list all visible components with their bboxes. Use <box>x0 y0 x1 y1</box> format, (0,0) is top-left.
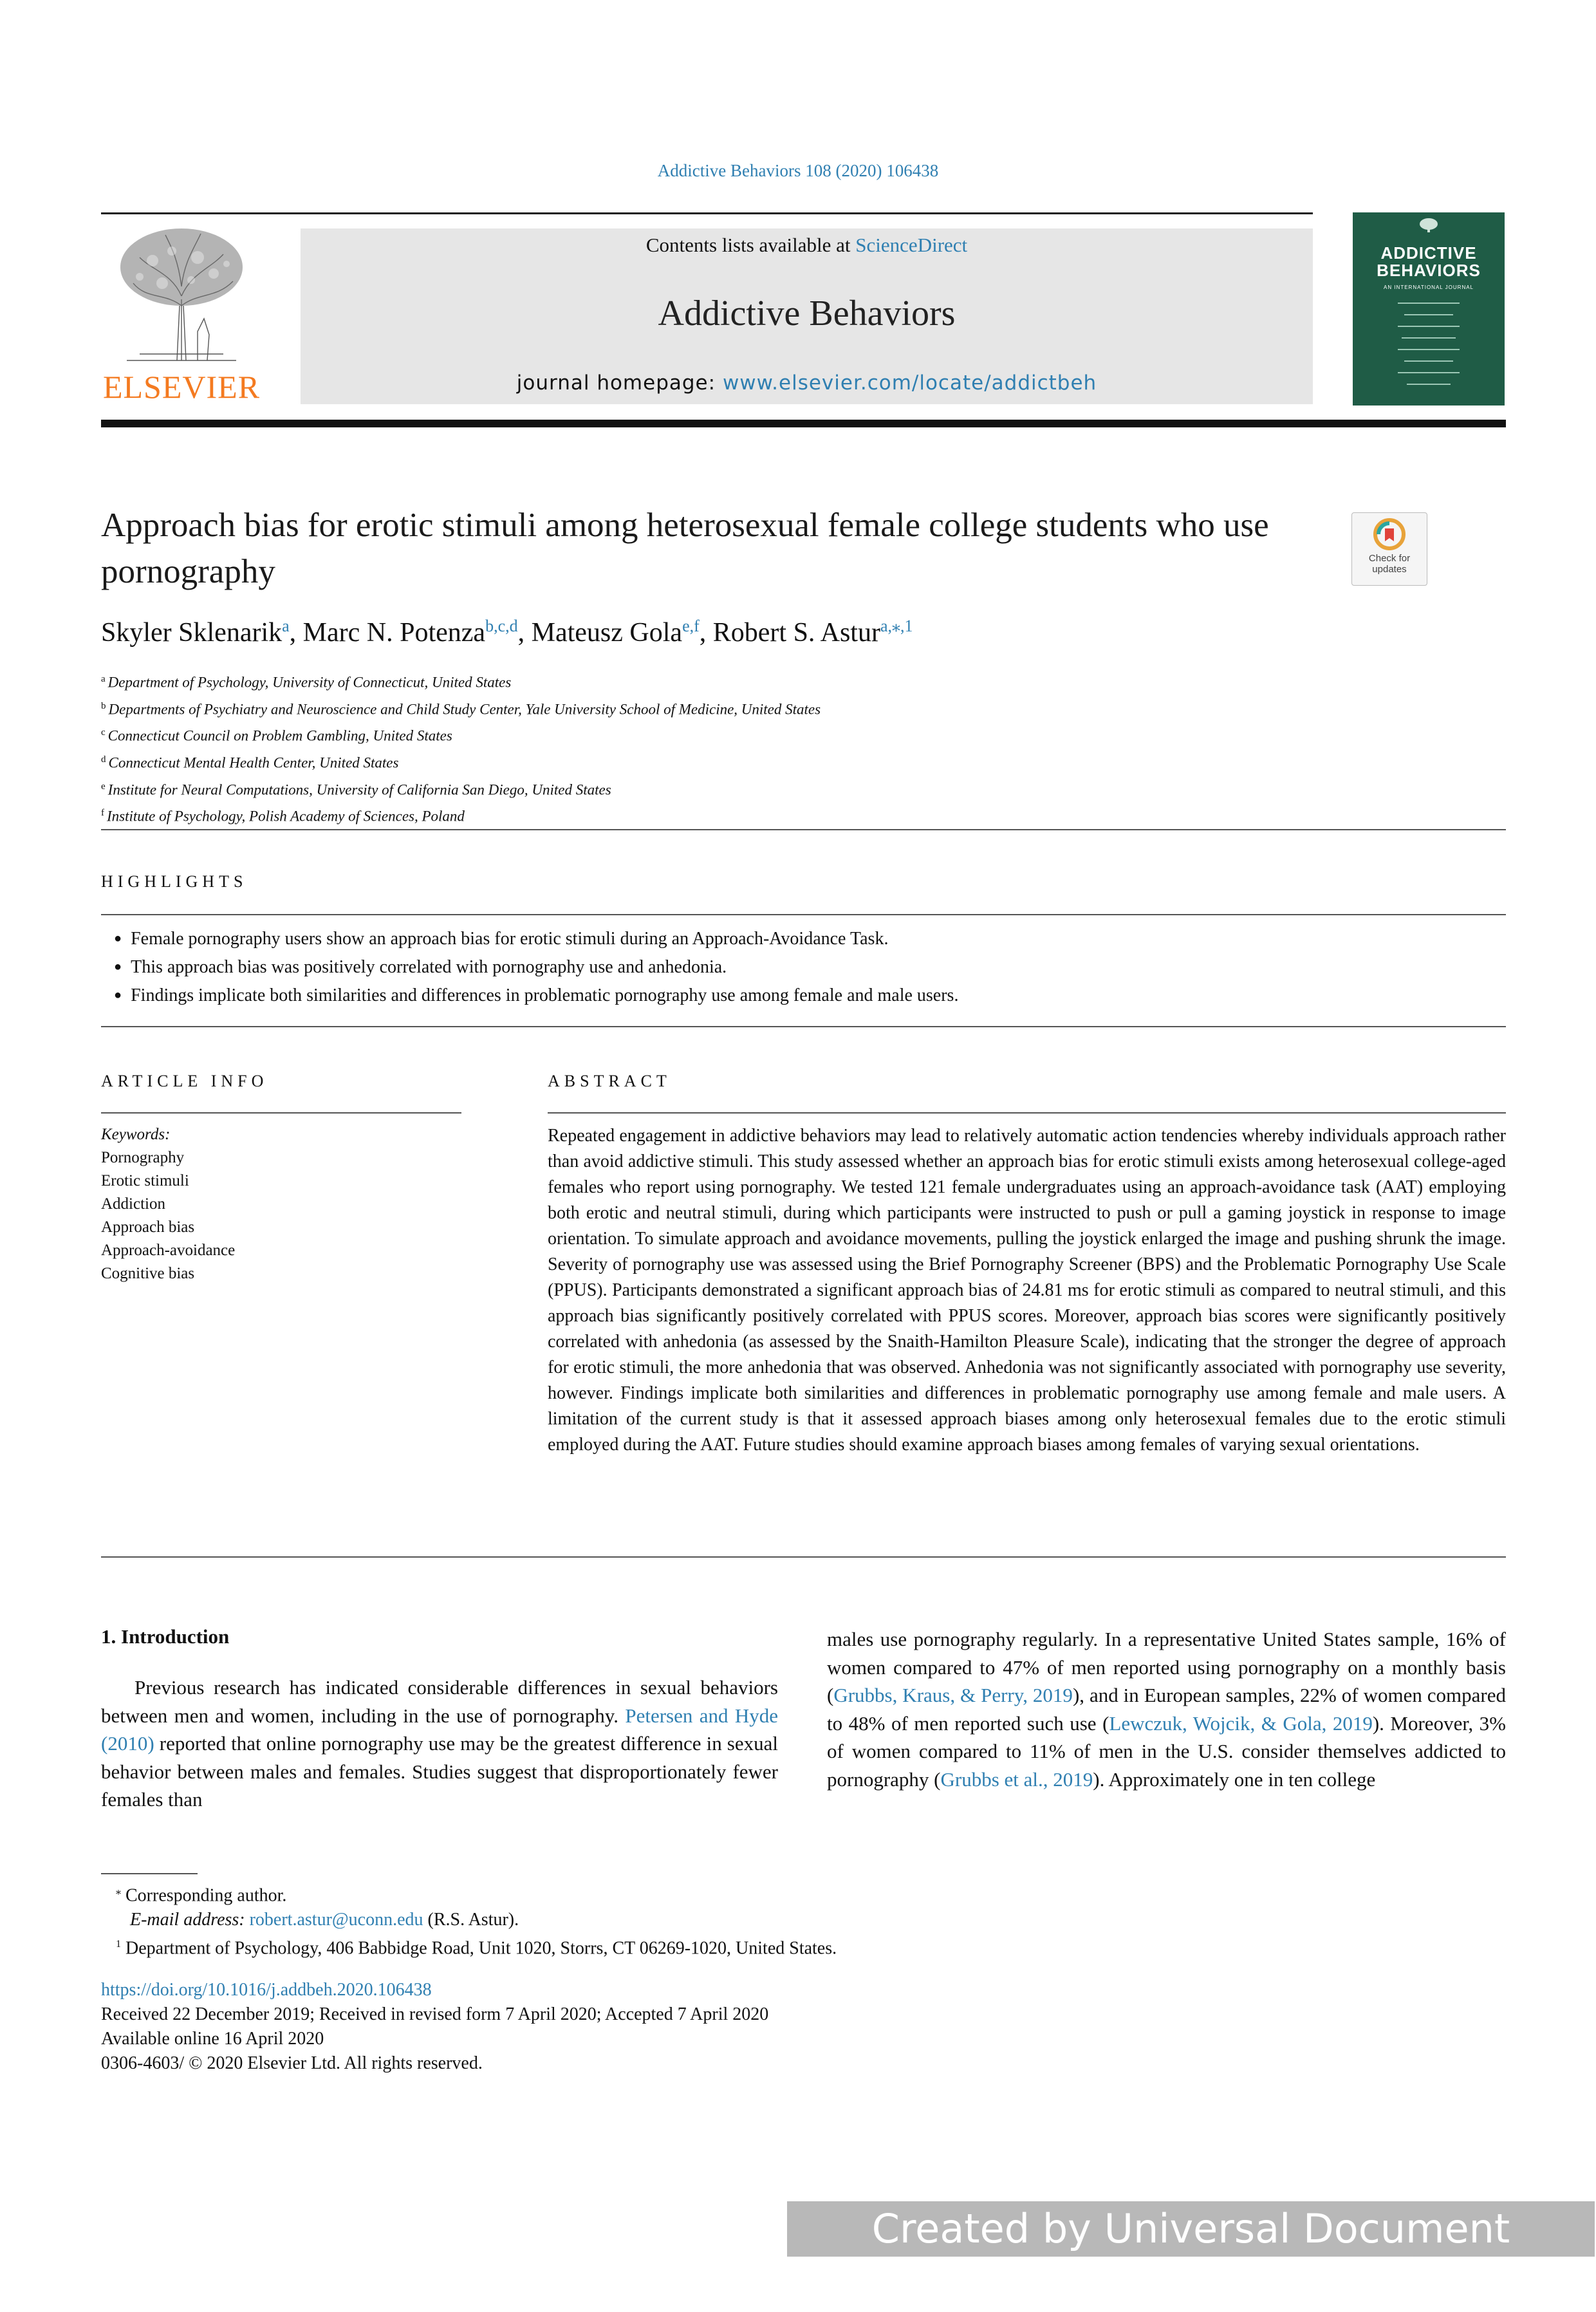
cover-decor-line <box>1398 303 1460 304</box>
affiliation-item <box>101 667 1504 695</box>
affiliation-item <box>101 721 1504 748</box>
cover-decor-line <box>1407 384 1451 385</box>
author-separator: , <box>517 618 532 648</box>
publication-info <box>101 1978 1452 2076</box>
intro-text: ), and in European samples, 22% of women compared to 48% of men reported such use ( <box>827 1684 1506 1735</box>
check-updates-icon <box>1373 518 1406 550</box>
footnote-rule <box>101 1873 198 1874</box>
abstract-rule <box>548 1112 1506 1114</box>
email-suffix: (R.S. Astur). <box>423 1910 519 1930</box>
keyword-item: Addiction <box>101 1195 165 1213</box>
introduction-heading: 1. Introduction <box>101 1625 230 1648</box>
intro-text: ). Approximately one in ten college <box>1093 1767 1376 1791</box>
author-name[interactable]: Skyler Sklenarik <box>101 618 283 648</box>
contents-prefix: Contents lists available at <box>645 234 856 256</box>
author-affiliation-mark[interactable]: a <box>282 617 290 635</box>
article-info-heading: ARTICLE INFO <box>101 1072 268 1090</box>
keyword-item: Pornography <box>101 1149 185 1166</box>
author-name[interactable]: Robert S. Astur <box>712 618 880 648</box>
affiliation-item <box>101 748 1504 775</box>
received-dates: Received 22 December 2019; Received in revised form 7 April 2020; Accepted 7 April 2020 <box>101 2004 769 2024</box>
author-separator: , <box>699 618 713 648</box>
contents-line <box>301 234 1313 257</box>
highlights-top-rule <box>101 914 1506 915</box>
affiliation-list <box>101 667 1504 828</box>
header-thick-rule <box>101 420 1506 427</box>
converter-watermark: Created by Universal Document Converter <box>787 2201 1595 2257</box>
affiliation-text: Institute for Neural Computations, University of California San Diego, United States <box>107 781 611 798</box>
intro-text: ). Moreover, 3% of women compared to 11% of men in the U.S. consider themselves addicted to pornography ( <box>827 1711 1506 1791</box>
affiliation-mark: a <box>101 674 106 684</box>
affiliation-text: Department of Psychology, University of Connecticut, United States <box>107 674 512 691</box>
author-affiliation-mark[interactable]: a,⁎,1 <box>880 617 913 635</box>
footnote-mark: ⁎ <box>116 1886 121 1897</box>
author-name[interactable]: Mateusz Gola <box>531 618 683 648</box>
homepage-line <box>301 371 1313 395</box>
author-name[interactable]: Marc N. Potenza <box>302 618 486 648</box>
author-list <box>101 617 1504 648</box>
article-info-rule <box>101 1112 461 1114</box>
cover-subtitle: AN INTERNATIONAL JOURNAL <box>1383 284 1474 290</box>
affiliation-text: Departments of Psychiatry and Neuroscience and Child Study Center, Yale University School of Medicine, United States <box>108 701 821 718</box>
abstract-bottom-rule <box>101 1556 1506 1558</box>
journal-header-box <box>301 228 1313 404</box>
cover-logo-icon <box>1415 216 1443 233</box>
affiliation-item <box>101 695 1504 722</box>
check-for-updates-badge[interactable] <box>1351 512 1427 586</box>
corresponding-author-note <box>116 1879 1467 1908</box>
header-top-rule <box>101 212 1313 214</box>
journal-cover[interactable] <box>1353 212 1505 406</box>
intro-text: reported that online pornography use may be the greatest difference in sexual behavior between males and females. Studies suggest that disproportionately fewer females than <box>101 1732 778 1811</box>
keywords-label: Keywords: <box>101 1126 171 1143</box>
affiliation-mark: f <box>101 808 104 819</box>
email-note <box>116 1908 1467 1932</box>
affiliation-mark: e <box>101 781 106 792</box>
author-affiliation-mark[interactable]: e,f <box>682 617 700 635</box>
footnote-text: Corresponding author. <box>125 1885 287 1906</box>
cover-decor-line <box>1404 314 1453 315</box>
footnote-text: Department of Psychology, 406 Babbidge Road, Unit 1020, Storrs, CT 06269-1020, United States. <box>125 1938 837 1959</box>
affiliation-mark: b <box>101 700 106 711</box>
doi-link[interactable]: https://doi.org/10.1016/j.addbeh.2020.106438 <box>101 1980 432 2000</box>
author-separator: , <box>289 618 303 648</box>
elsevier-logo <box>101 222 262 406</box>
citation-link[interactable]: Grubbs, Kraus, & Perry, 2019 <box>833 1684 1073 1706</box>
keyword-item: Cognitive bias <box>101 1265 195 1282</box>
intro-left-column <box>101 1673 778 1814</box>
highlight-item: ● This approach bias was positively correlated with pornography use and anhedonia. <box>101 954 1506 982</box>
affiliation-text: Institute of Psychology, Polish Academy of Sciences, Poland <box>107 808 465 825</box>
citation-link[interactable]: Lewczuk, Wojcik, & Gola, 2019 <box>1109 1711 1373 1735</box>
homepage-link[interactable]: www.elsevier.com/locate/addictbeh <box>722 371 1097 395</box>
affiliation-item <box>101 775 1504 802</box>
journal-name: Addictive Behaviors <box>658 294 956 333</box>
cover-decor-line <box>1398 372 1460 373</box>
check-updates-line2: updates <box>1372 564 1407 575</box>
cover-title <box>1353 245 1505 279</box>
keywords-block <box>101 1123 461 1285</box>
author-affiliation-mark[interactable]: b,c,d <box>485 617 518 635</box>
homepage-prefix: journal homepage: <box>516 371 723 395</box>
highlight-item: ● Female pornography users show an approach bias for erotic stimuli during an Approach-Avoidance Task. <box>101 926 1506 954</box>
affiliation-item <box>101 801 1504 828</box>
citation-link[interactable]: Grubbs et al., 2019 <box>940 1767 1093 1791</box>
keyword-item: Approach-avoidance <box>101 1242 236 1259</box>
copyright: 0306-4603/ © 2020 Elsevier Ltd. All rights reserved. <box>101 2053 483 2073</box>
elsevier-tree-icon <box>101 222 262 367</box>
email-label: E-mail address: <box>130 1910 250 1930</box>
elsevier-wordmark: ELSEVIER <box>102 369 261 405</box>
cover-title-line2: BEHAVIORS <box>1377 261 1481 280</box>
affiliations-rule <box>101 829 1506 830</box>
footnotes <box>116 1879 1467 1961</box>
cover-decor-line <box>1398 349 1460 350</box>
affiliation-mark: c <box>101 727 106 738</box>
sciencedirect-link[interactable]: ScienceDirect <box>855 234 968 256</box>
article-title: Approach bias for erotic stimuli among heterosexual female college students who use pornography <box>101 507 1269 590</box>
email-link[interactable]: robert.astur@uconn.edu <box>249 1910 423 1930</box>
cover-decor-line <box>1404 360 1453 362</box>
intro-right-column <box>827 1625 1506 1793</box>
check-updates-text <box>1352 553 1427 575</box>
cover-title-line1: ADDICTIVE <box>1380 243 1477 263</box>
affiliation-text: Connecticut Council on Problem Gambling, United States <box>107 727 452 744</box>
abstract-text: Repeated engagement in addictive behaviors may lead to relatively automatic action tendencies whereby individuals approach rather than avoid addictive stimuli. This study assessed whether an approach bias for erotic stimuli exists among heterosexual college-aged females who report using pornography. We tested 121 female undergraduates using an approach-avoidance task (AAT) employing both erotic and neutral stimuli, during which participants were instructed to push or pull a gaming joystick in response to image orientation. To simulate approach and avoidance movements, pulling the joystick enlarged the image and pushing shrunk the image. Severity of pornography use was assessed using the Brief Pornography Screener (BPS) and the Problematic Pornography Use Scale (PPUS). Participants demonstrated a significant approach bias of 24.81 ms for erotic stimuli as compared to neutral stimuli, and this approach bias significantly positively correlated with PPUS scores. Moreover, approach bias scores were significantly positively correlated with anhedonia (as assessed by the Snaith-Hamilton Pleasure Scale), indicating that the stronger the degree of approach for erotic stimuli, the more anhedonia that was observed. Anhedonia was not significantly associated with pornography use severity, however. Findings implicate both similarities and differences in problematic pornography use among female and male users. A limitation of the current study is that it assessed approach biases among only heterosexual females due to the erotic stimuli employed during the AAT. Future studies should examine approach biases among females of varying sexual orientations. <box>548 1126 1506 1455</box>
journal-citation[interactable]: Addictive Behaviors 108 (2020) 106438 <box>657 161 939 180</box>
highlights-heading: HIGHLIGHTS <box>101 872 248 891</box>
highlights-list <box>101 926 1506 1011</box>
highlights-bottom-rule <box>101 1026 1506 1027</box>
footnote-mark: 1 <box>116 1939 121 1950</box>
citation-link[interactable]: Petersen and Hyde (2010) <box>101 1704 778 1755</box>
address-note <box>116 1932 1467 1961</box>
affiliation-mark: d <box>101 754 106 765</box>
keyword-item: Approach bias <box>101 1218 195 1236</box>
abstract-heading: ABSTRACT <box>548 1072 671 1090</box>
affiliation-text: Connecticut Mental Health Center, United States <box>108 754 399 771</box>
cover-decor-line <box>1402 337 1456 339</box>
check-updates-line1: Check for <box>1368 553 1411 564</box>
available-online: Available online 16 April 2020 <box>101 2029 324 2049</box>
intro-text: Previous research has indicated considerable differences in sexual behaviors between men and women, including in the use of pornography. <box>101 1676 778 1727</box>
keyword-item: Erotic stimuli <box>101 1172 189 1189</box>
cover-decor-line <box>1398 326 1460 327</box>
intro-text: males use pornography regularly. In a representative United States sample, 16% of women compared to 47% of men reported using pornography on a monthly basis ( <box>827 1628 1506 1706</box>
highlight-item: ● Findings implicate both similarities and differences in problematic pornography use among female and male users. <box>101 982 1506 1011</box>
